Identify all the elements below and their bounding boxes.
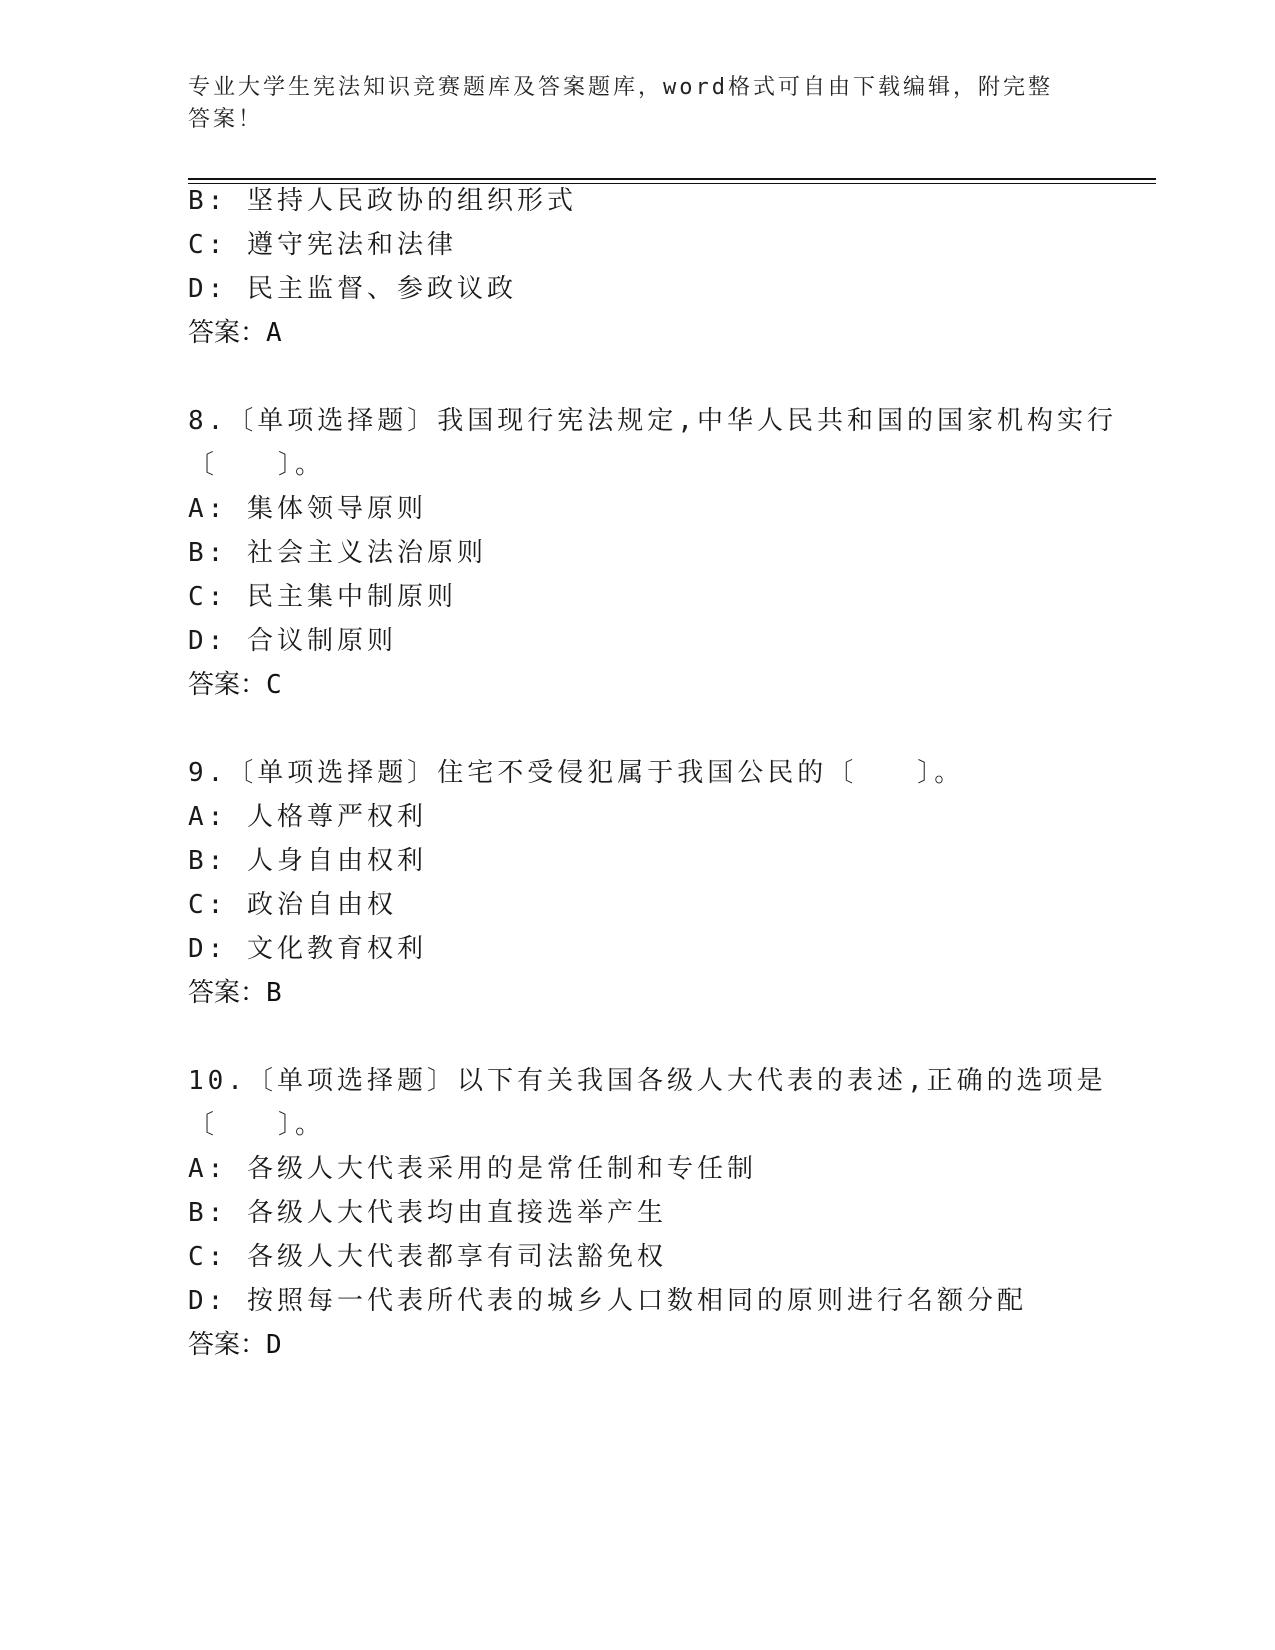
header-divider-thick <box>188 178 1156 180</box>
q9-option-c: C: 政治自由权 <box>188 890 397 920</box>
q9-stem-line1: 9.〔单项选择题〕住宅不受侵犯属于我国公民的〔 〕。 <box>188 758 965 788</box>
q8-answer-value: C <box>266 670 284 700</box>
q8-answer <box>188 668 284 702</box>
q8-answer-label: 答案： <box>188 670 267 700</box>
q9-option-a: A: 人格尊严权利 <box>188 802 427 832</box>
q10-option-d: D: 按照每一代表所代表的城乡人口数相同的原则进行名额分配 <box>188 1286 1027 1316</box>
q8-option-c: C: 民主集中制原则 <box>188 582 457 612</box>
q9-option-b: B: 人身自由权利 <box>188 846 427 876</box>
q9-answer <box>188 976 284 1010</box>
q7-option-d: D: 民主监督、参政议政 <box>188 274 517 304</box>
q9-answer-value: B <box>266 978 284 1008</box>
q10-stem-line2: 〔 〕。 <box>188 1110 326 1140</box>
q7-answer <box>188 316 284 350</box>
q8-option-a: A: 集体领导原则 <box>188 494 427 524</box>
q9-option-d: D: 文化教育权利 <box>188 934 427 964</box>
q9-answer-label: 答案： <box>188 978 267 1008</box>
q8-option-d: D: 合议制原则 <box>188 626 397 656</box>
q10-stem-line1: 10.〔单项选择题〕以下有关我国各级人大代表的表述,正确的选项是 <box>188 1066 1107 1096</box>
q8-stem-line2: 〔 〕。 <box>188 450 326 480</box>
q10-option-a: A: 各级人大代表采用的是常任制和专任制 <box>188 1154 757 1184</box>
q7-option-b: B: 坚持人民政协的组织形式 <box>188 186 577 216</box>
q7-answer-value: A <box>266 318 284 348</box>
q7-answer-label: 答案： <box>188 318 267 348</box>
q10-answer <box>188 1328 284 1362</box>
q8-option-b: B: 社会主义法治原则 <box>188 538 487 568</box>
q10-answer-value: D <box>266 1330 284 1360</box>
q8-stem-line1: 8.〔单项选择题〕我国现行宪法规定,中华人民共和国的国家机构实行 <box>188 406 1117 436</box>
document-header: 专业大学生宪法知识竞赛题库及答案题库，word格式可自由下载编辑，附完整答案！ <box>188 75 1053 132</box>
q7-option-c: C: 遵守宪法和法律 <box>188 230 457 260</box>
q10-answer-label: 答案： <box>188 1330 267 1360</box>
q10-option-c: C: 各级人大代表都享有司法豁免权 <box>188 1242 667 1272</box>
q10-option-b: B: 各级人大代表均由直接选举产生 <box>188 1198 667 1228</box>
